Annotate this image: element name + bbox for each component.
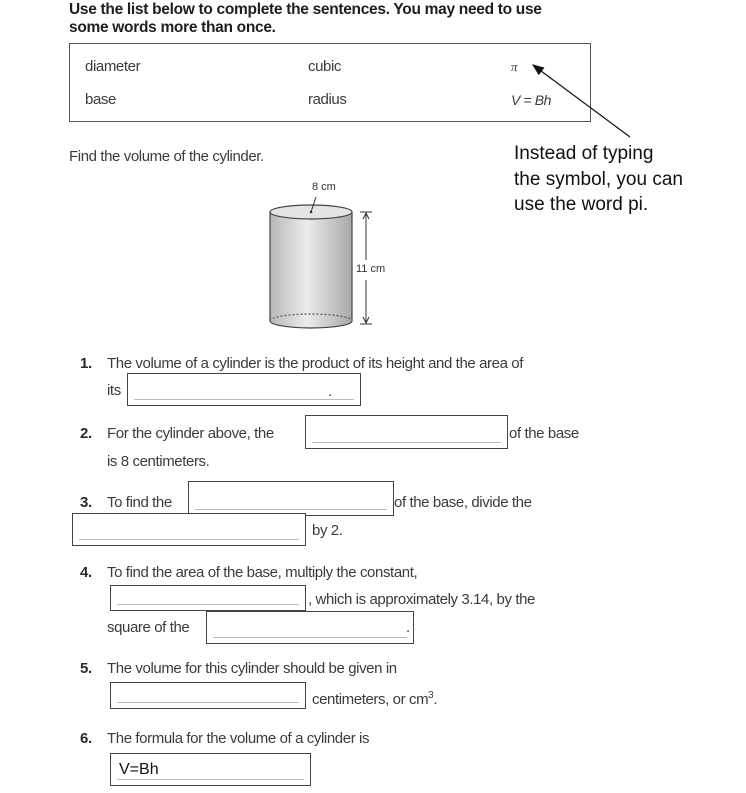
q4-text-square: square of the: [107, 619, 190, 636]
q6-text: The formula for the volume of a cylinder is: [107, 730, 370, 747]
q5-answer-field[interactable]: [110, 682, 306, 709]
q4-answer-field-2[interactable]: [206, 611, 414, 644]
q3-answer-input-2[interactable]: [73, 514, 305, 545]
q2-text-after: of the base: [509, 425, 579, 442]
q1-text-its: its: [107, 382, 121, 399]
q3-text-after: of the base, divide the: [394, 494, 532, 511]
q2-answer-input[interactable]: [306, 416, 507, 448]
q2-text-line2: is 8 centimeters.: [107, 453, 210, 470]
word-formula: V = Bh: [511, 92, 552, 108]
word-diameter: diameter: [85, 58, 141, 75]
q4-number: 4.: [80, 564, 92, 581]
word-cubic: cubic: [308, 58, 342, 75]
instructions-line2: some words more than once.: [69, 19, 276, 36]
q5-text-after: [312, 687, 437, 709]
q4-text-after: , which is approximately 3.14, by the: [308, 591, 535, 608]
q6-answer-field[interactable]: [110, 753, 311, 786]
word-pi: π: [511, 59, 518, 74]
q5-unit-text: centimeters, or cm: [312, 691, 429, 708]
q2-text: For the cylinder above, the: [107, 425, 274, 442]
q1-answer-input[interactable]: [128, 374, 360, 405]
word-base: base: [85, 91, 116, 108]
q5-text: The volume for this cylinder should be given in: [107, 660, 397, 677]
q1-number: 1.: [80, 355, 92, 372]
q1-period: .: [328, 383, 332, 400]
q5-answer-input[interactable]: [111, 683, 305, 708]
q3-answer-field-1[interactable]: [188, 481, 394, 516]
q4-answer-input-1[interactable]: [111, 586, 305, 610]
q2-number: 2.: [80, 425, 92, 442]
q3-text: To find the: [107, 494, 172, 511]
find-prompt: Find the volume of the cylinder.: [69, 148, 264, 165]
q5-number: 5.: [80, 660, 92, 677]
cylinder-figure: [260, 180, 410, 335]
q5-superscript: 3: [428, 690, 434, 701]
q3-answer-input-1[interactable]: [189, 482, 393, 515]
q3-answer-field-2[interactable]: [72, 513, 306, 546]
q4-answer-input-2[interactable]: [207, 612, 413, 643]
height-label: 11 cm: [356, 263, 386, 275]
instructions-line1: Use the list below to complete the sentences. You may need to use: [69, 1, 542, 18]
q1-text: The volume of a cylinder is the product of its height and the area of: [107, 355, 523, 372]
annotation-note: Instead of typing the symbol, you can use the word pi.: [514, 143, 683, 215]
q4-period: .: [406, 619, 410, 636]
word-radius: radius: [308, 91, 347, 108]
q3-number: 3.: [80, 494, 92, 511]
q4-answer-field-1[interactable]: [110, 585, 306, 611]
diameter-label: 8 cm: [312, 181, 336, 193]
q5-period: .: [433, 691, 438, 708]
q6-number: 6.: [80, 730, 92, 747]
q2-answer-field[interactable]: [305, 415, 508, 449]
q1-answer-field[interactable]: [127, 373, 361, 406]
q3-text-end: by 2.: [312, 522, 343, 539]
q4-text: To find the area of the base, multiply the constant,: [107, 564, 418, 581]
q6-answer-input[interactable]: [111, 754, 310, 785]
